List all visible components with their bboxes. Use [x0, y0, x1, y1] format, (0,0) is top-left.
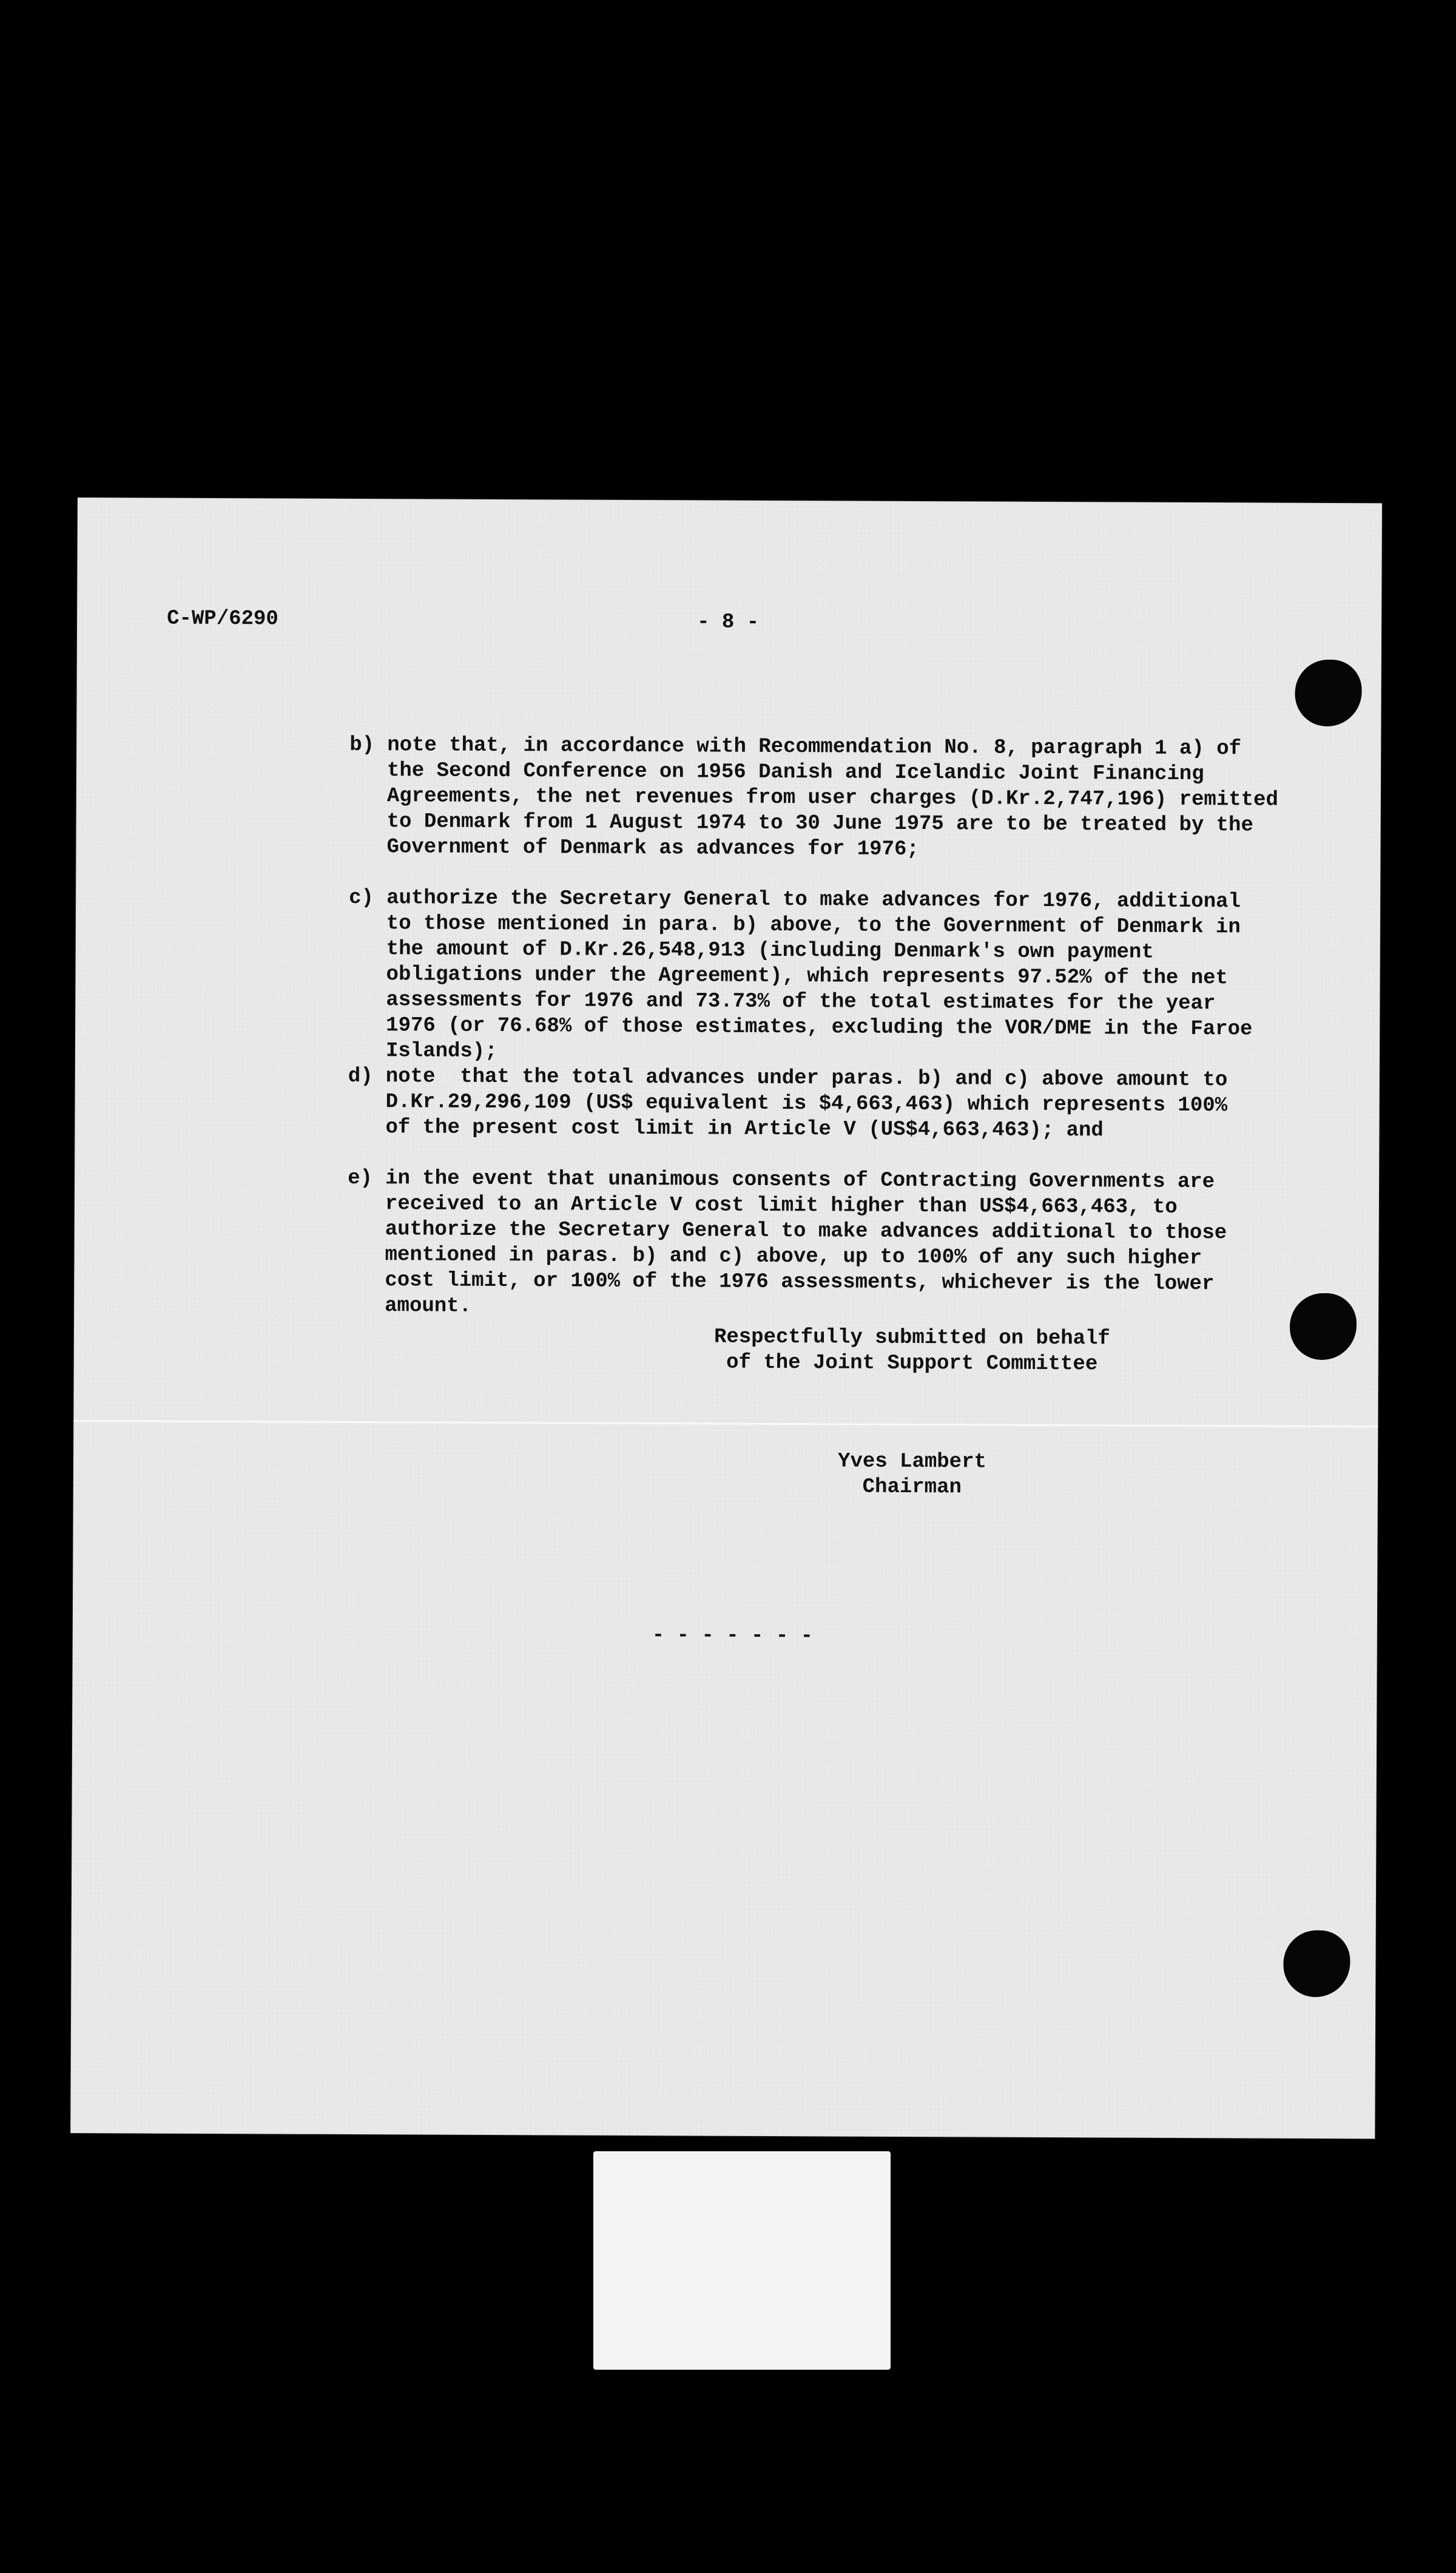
paragraph-line: to those mentioned in para. b) above, to the Government of Denmark in	[386, 912, 1241, 939]
paragraph-line: mentioned in paras. b) and c) above, up to 100% of any such higher	[385, 1243, 1202, 1271]
punch-hole-middle	[1290, 1293, 1357, 1360]
paragraph-line: in the event that unanimous consents of Contracting Governments are	[385, 1167, 1215, 1194]
paragraph-line: of the present cost limit in Article V (US$4,663,463); and	[385, 1116, 1104, 1143]
paragraph-line: Agreements, the net revenues from user charges (D.Kr.2,747,196) remitted	[386, 785, 1278, 812]
paragraph-e	[347, 1166, 1276, 1323]
paragraph-line: note that, in accordance with Recommendation No. 8, paragraph 1 a) of	[387, 734, 1242, 761]
paragraph-body	[385, 1064, 1227, 1144]
paragraph-body	[385, 1166, 1227, 1322]
punch-hole-top	[1295, 660, 1361, 726]
document-reference: C-WP/6290	[167, 607, 278, 631]
document-page	[70, 498, 1382, 2139]
paragraph-line: assessments for 1976 and 73.73% of the total estimates for the year	[386, 989, 1216, 1016]
paragraph-line: the Second Conference on 1956 Danish and Icelandic Joint Financing	[386, 759, 1204, 786]
page-fold	[73, 1420, 1378, 1427]
paragraph-line: received to an Article V cost limit higher than US$4,663,463, to	[385, 1192, 1178, 1219]
closing-line: of the Joint Support Committee	[726, 1351, 1098, 1376]
signer-name: Yves Lambert	[837, 1450, 987, 1474]
signature-block	[838, 1449, 986, 1500]
paragraph-letter: b)	[349, 733, 375, 757]
paragraph-line: cost limit, or 100% of the 1976 assessments, whichever is the lower	[385, 1269, 1215, 1296]
paragraph-line: authorize the Secretary General to make advances additional to those	[385, 1218, 1227, 1245]
resolution-paragraphs	[347, 732, 1278, 1348]
paragraph-b	[349, 732, 1278, 864]
paragraph-body	[386, 885, 1253, 1067]
paragraph-line: the amount of D.Kr.26,548,913 (including Denmark's own payment	[386, 938, 1154, 964]
paragraph-line: D.Kr.29,296,109 (US$ equivalent is $4,663,463) which represents 100%	[385, 1090, 1228, 1118]
paragraph-line: 1976 (or 76.68% of those estimates, excluding the VOR/DME in the Faroe	[386, 1014, 1253, 1041]
end-of-document-marker: - - - - - - -	[652, 1624, 814, 1648]
paragraph-d	[348, 1064, 1277, 1144]
paragraph-body	[386, 732, 1278, 864]
closing-statement	[714, 1325, 1110, 1378]
paragraph-c	[348, 885, 1278, 1068]
paragraph-line: amount.	[385, 1294, 472, 1318]
paragraph-letter: d)	[348, 1064, 373, 1089]
paragraph-line: obligations under the Agreement), which represents 97.52% of the net	[386, 963, 1228, 990]
paragraph-line: to Denmark from 1 August 1974 to 30 June 1975 are to be treated by the	[386, 810, 1253, 837]
paragraph-line: note that the total advances under paras. b) and c) above amount to	[385, 1065, 1228, 1092]
paragraph-letter: e)	[348, 1166, 373, 1191]
paragraph-line: Islands);	[385, 1040, 497, 1064]
paragraph-letter: c)	[349, 886, 374, 910]
page-number: - 8 -	[697, 610, 760, 634]
punch-hole-bottom	[1283, 1930, 1350, 1997]
paragraph-line: Government of Denmark as advances for 1976;	[386, 836, 919, 862]
closing-line: Respectfully submitted on behalf	[713, 1325, 1110, 1351]
signer-title: Chairman	[862, 1475, 962, 1500]
blank-card	[593, 2151, 891, 2370]
paragraph-line: authorize the Secretary General to make advances for 1976, additional	[386, 887, 1241, 914]
